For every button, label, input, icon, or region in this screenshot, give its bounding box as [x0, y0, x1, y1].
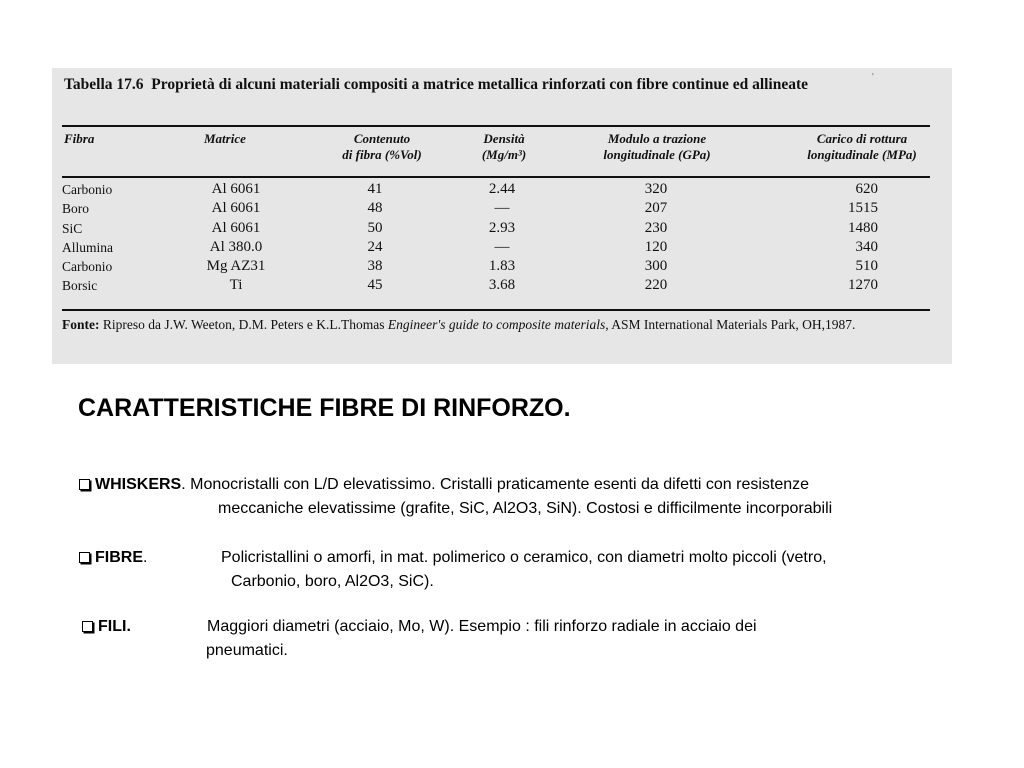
item-fili-text: Maggiori diametri (acciaio, Mo, W). Esempio : fili rinforzo radiale in acciaio dei	[207, 618, 757, 635]
table-rule-header	[62, 176, 930, 178]
table-cell: 340	[855, 238, 878, 255]
column-modulo	[636, 180, 676, 296]
slide-heading: CARATTERISTICHE FIBRE DI RINFORZO.	[78, 394, 571, 422]
column-densita	[480, 180, 524, 296]
table-cell: 620	[855, 181, 878, 197]
table-cell: 320	[644, 181, 668, 197]
table-cell: SiC	[62, 220, 83, 236]
checkbox-bullet-icon	[82, 621, 93, 632]
table-cell: 1270	[848, 277, 878, 294]
table-cell: 2.93	[488, 219, 516, 236]
table-cell: 220	[644, 277, 668, 294]
table-cell: —	[494, 200, 510, 217]
column-contenuto	[358, 180, 392, 296]
checkbox-bullet-icon	[79, 552, 90, 563]
table-cell: Ti	[229, 277, 243, 294]
table-cell: 48	[367, 200, 383, 217]
header-fibra: Fibra	[64, 131, 95, 146]
table-cell: Al 6061	[211, 219, 261, 236]
table-cell: 120	[644, 238, 668, 255]
table-cell: Boro	[62, 201, 89, 217]
table-cell: Al 6061	[211, 200, 261, 217]
table-source-note: Fonte: Ripreso da J.W. Weeton, D.M. Peters e K.L.Thomas Engineer's guide to composite materials, ASM International Materials Park, OH,1987.	[62, 317, 856, 332]
item-fili-line2: pneumatici.	[206, 642, 288, 659]
table-cell: 1515	[848, 200, 878, 217]
table-cell: 1480	[848, 219, 878, 236]
table-cell: 230	[644, 219, 668, 236]
item-whiskers: WHISKERS. Monocristalli con L/D elevatissimo. Cristalli praticamente esenti da difetti con resistenze	[79, 473, 809, 497]
header-matrice: Matrice	[204, 131, 246, 146]
table-rule-bottom	[62, 309, 930, 311]
table-cell: 300	[644, 258, 668, 275]
checkbox-bullet-icon	[79, 479, 90, 490]
item-text: Monocristalli con L/D elevatissimo. Cristalli praticamente esenti da difetti con resistenze	[185, 476, 810, 493]
item-keyword: FIBRE	[95, 549, 143, 566]
table-cell: Borsic	[62, 278, 98, 294]
table-cell: 45	[367, 277, 383, 294]
item-fibre-line2: Carbonio, boro, Al2O3, SiC).	[231, 573, 434, 590]
item-keyword: WHISKERS	[95, 476, 182, 493]
table-cell: Al 6061	[211, 181, 261, 197]
table-cell: 41	[367, 181, 383, 197]
table-cell: Allumina	[62, 239, 113, 255]
header-densita: Densità (Mg/m³)	[481, 131, 527, 162]
table-cell: Carbonio	[62, 182, 113, 197]
column-matrice	[200, 180, 272, 296]
table-cell: 50	[367, 219, 383, 236]
item-fibre: FIBRE.	[79, 546, 147, 570]
table-cell: 1.83	[488, 258, 516, 275]
column-fibra	[62, 180, 113, 296]
item-fili	[82, 615, 131, 639]
table-cell: 510	[855, 258, 878, 275]
item-keyword: FILI.	[98, 618, 131, 635]
table-cell: —	[494, 238, 510, 255]
table-cell: Mg AZ31	[206, 258, 266, 275]
item-fibre-text: Policristallini o amorfi, in mat. polimerico o ceramico, con diametri molto piccoli (vetro,	[221, 549, 827, 566]
header-modulo: Modulo a trazione longitudinale (GPa)	[603, 131, 711, 162]
column-carico	[832, 180, 878, 296]
table-cell: Al 380.0	[209, 238, 263, 255]
table-rule-top	[62, 125, 930, 127]
table-cell: 38	[367, 258, 383, 275]
header-carico: Carico di rottura longitudinale (MPa)	[807, 131, 917, 162]
table-cell: 2.44	[488, 181, 516, 197]
table-title: Tabella 17.6 Proprietà di alcuni materiali compositi a matrice metallica rinforzati con fibre continue ed allineate	[64, 76, 809, 93]
table-cell: Carbonio	[62, 259, 113, 275]
table-cell: 3.68	[488, 277, 516, 294]
table-cell: 24	[367, 238, 383, 255]
header-contenuto: Contenuto di fibra (%Vol)	[342, 131, 422, 162]
table-scan-image: ' Tabella 17.6 Proprietà di alcuni materiali compositi a matrice metallica rinforzati con fibre continue ed allineate Fibra Matrice Contenuto di fibra (%Vol) Densità (Mg/m³) Modulo a trazione longitudinale (GPa) Carico di rottura longitudinale (MPa) Carbonio Boro SiC Allumina Carbonio Borsic Al 6061 Al 6061 Al 6061 Al 380.0 Mg AZ31 Ti 41 48 50 24 38 45 2.44 — 2.93 — 1.83 3.68 320 207 230 120 300 220 620 1515 1480 340 510 1270 Fonte: Ripreso da J.W. Weeton, D.M. Peters e K.L.Thomas Engineer's guide to composite materials, ASM International Materials Park, OH,1987.	[52, 68, 952, 364]
item-whiskers-line2: meccaniche elevatissime (grafite, SiC, Al2O3, SiN). Costosi e difficilmente incorporabili	[218, 500, 833, 517]
table-cell: 207	[644, 200, 668, 217]
